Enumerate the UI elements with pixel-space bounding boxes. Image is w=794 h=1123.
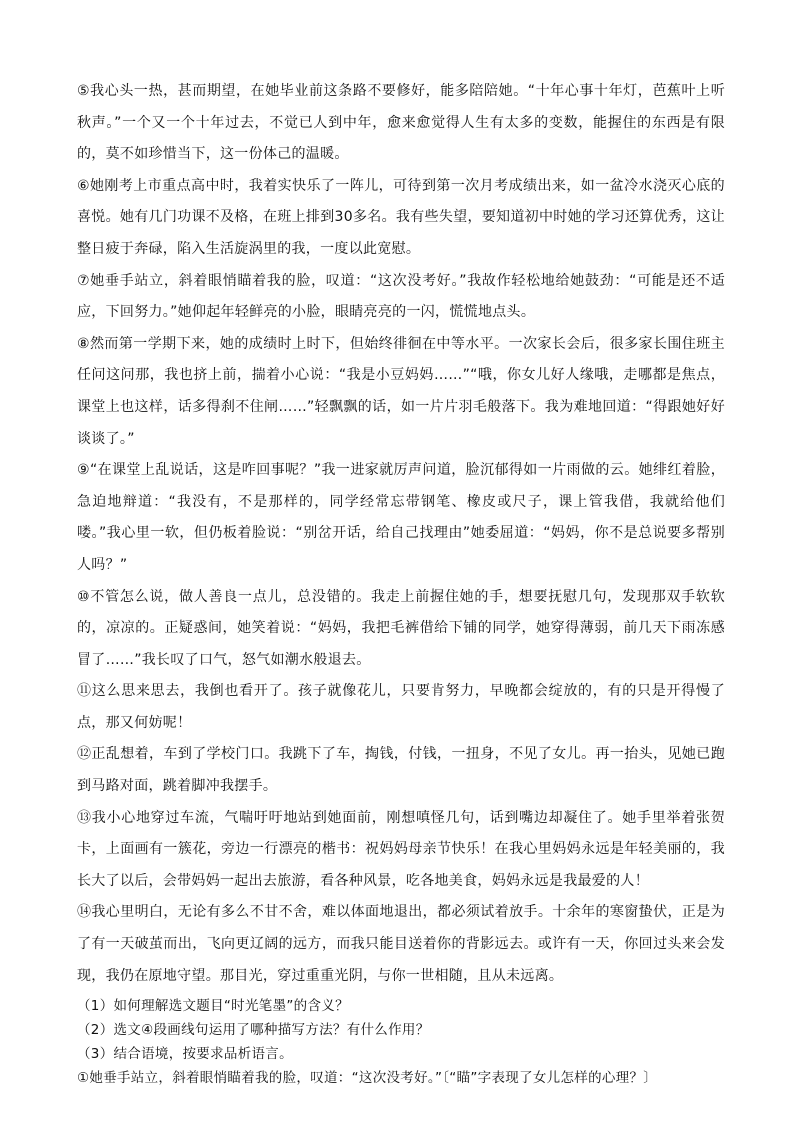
paragraph-6: ⑥她刚考上市重点高中时，我着实快乐了一阵儿，可待到第一次月考成绩出来，如一盆冷水浇灭心底的喜悦。她有几门功课不及格，在班上排到30多名。我有些失望，要知道初中时她的学习还算优秀，这让整日疲于奔碌，陷入生活旋涡里的我，一度以此宽慰。 [77,177,725,257]
paragraph-14: ⑭我心里明白，无论有多么不甘不舍，难以体面地退出，都必须试着放手。十余年的寒窗蛰伏，正是为了有一天破茧而出，飞向更辽阔的远方，而我只能目送着你的背影远去。或许有一天，你回过头来会发现，我仍在原地守望。那目光，穿过重重光阴，与你一世相随，且从未远离。 [77,904,725,984]
document-body [77,76,725,1090]
paragraph-12: ⑫正乱想着，车到了学校门口。我跳下了车，掏钱，付钱，一扭身，不见了女儿。再一抬头，见她已跑到马路对面，跳着脚冲我摆手。 [77,746,725,795]
paragraph-9: ⑨“在课堂上乱说话，这是咋回事呢？”我一进家就厉声问道，脸沉郁得如一片雨做的云。她绯红着脸，急迫地辩道：“我没有，不是那样的，同学经常忘带钢笔、橡皮或尺子，课上管我借，我就给他们喽。”我心里一软，但仍板着脸说：“别岔开话，给自己找理由”她委屈道：“妈妈，你不是总说要多帮别人吗？” [77,462,725,573]
question-3: （3）结合语境，按要求品析语言。 [77,1046,293,1063]
paragraph-8: ⑧然而第一学期下来，她的成绩时上时下，但始终徘徊在中等水平。一次家长会后，很多家长围住班主任问这问那，我也挤上前，揣着小心说：“我是小豆妈妈……”“哦，你女儿好人缘哦，走哪都是焦点，课堂上也这样，话多得刹不住闸……”轻飘飘的话，如一片片羽毛般落下。我为难地回道：“得跟她好好谈谈了。” [77,335,725,447]
paragraph-11: ⑪这么思来思去，我倒也看开了。孩子就像花儿，只要肯努力，早晚都会绽放的，有的只是开得慢了点，那又何妨呢！ [77,683,725,731]
paragraph-7: ⑦她垂手站立，斜着眼悄瞄着我的脸，叹道：“这次没考好。”我故作轻松地给她鼓劲：“可能是还不适应，下回努力。”她仰起年轻鲜亮的小脸，眼睛亮亮的一闪，慌慌地点头。 [77,272,725,321]
question-2: （2）选文④段画线句运用了哪种描写方法？有什么作用？ [77,1022,430,1039]
question-1: （1）如何理解选文题目“时光笔墨”的含义？ [77,998,349,1015]
paragraph-5: ⑤我心头一热，甚而期望，在她毕业前这条路不要修好，能多陪陪她。“十年心事十年灯，芭蕉叶上听秋声。”一个又一个十年过去，不觉已人到中年，愈来愈觉得人生有太多的变数，能握住的东西是有限的，莫不如珍惜当下，这一份体己的温暖。 [77,83,725,163]
question-3-sub-1: ①她垂手站立，斜着眼悄瞄着我的脸，叹道：“这次没考好。”〔“瞄”字表现了女儿怎样的心理？〕 [77,1070,658,1087]
paragraph-10: ⑩不管怎么说，做人善良一点儿，总没错的。我走上前握住她的手，想要抚慰几句，发现那双手软软的，凉凉的。正疑惑间，她笑着说：“妈妈，我把毛裤借给下铺的同学，她穿得薄弱，前几天下雨冻感冒了……”我长叹了口气，怒气如潮水般退去。 [77,588,725,668]
paragraph-13: ⑬我小心地穿过车流，气喘吁吁地站到她面前，刚想嗔怪几句，话到嘴边却凝住了。她手里举着张贺卡，上面画有一簇花，旁边一行漂亮的楷书：祝妈妈母亲节快乐！在我心里妈妈永远是年轻美丽的，我长大了以后，会带妈妈一起出去旅游，看各种风景，吃各地美食，妈妈永远是我最爱的人！ [77,809,725,889]
